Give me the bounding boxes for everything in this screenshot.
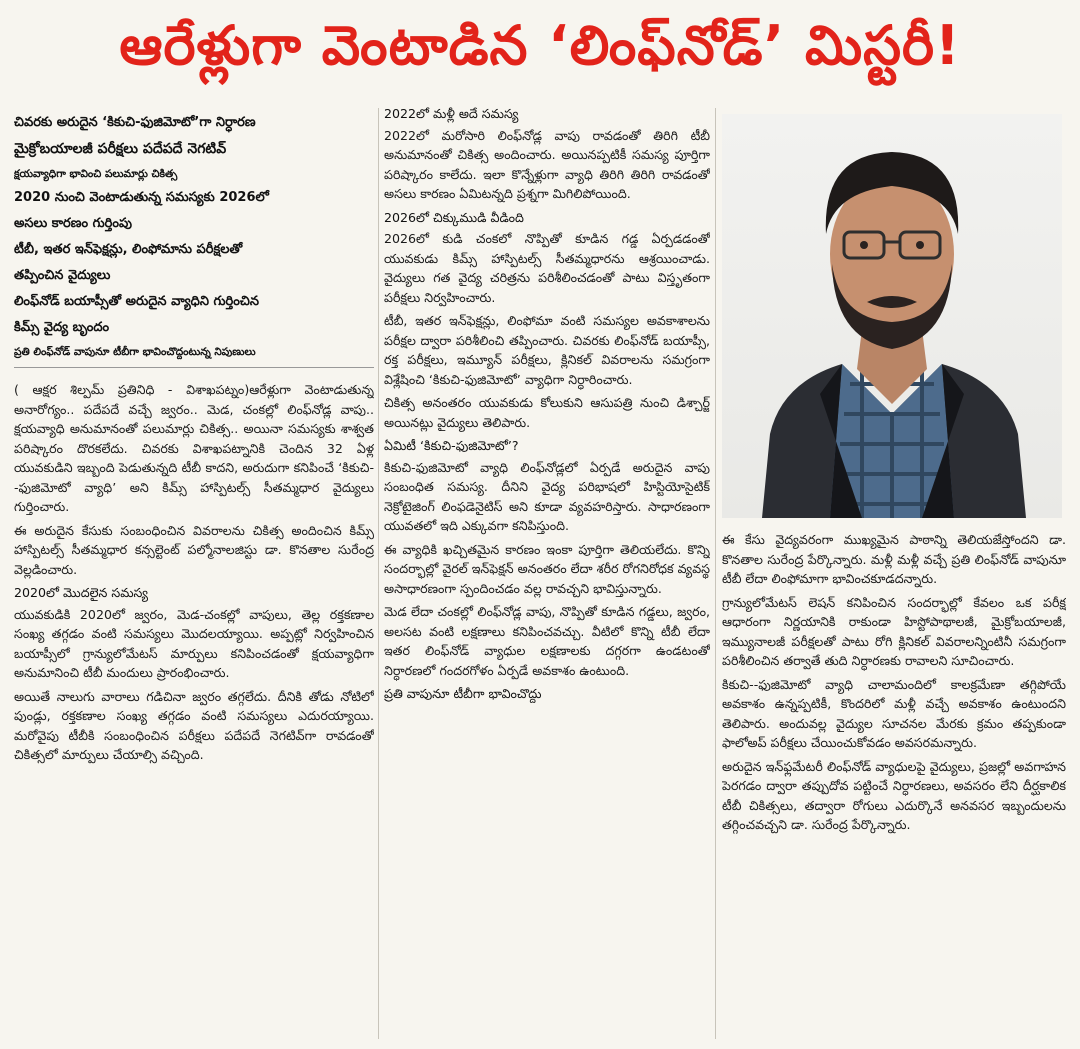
highlight-line: 2020 నుంచి వెంటాడుతున్న సమస్యకు 2026లో	[14, 190, 269, 205]
paragraph: యువకుడికి 2020లో జ్వరం, మెడ-చంకల్లో వాపులు, తెల్ల రక్తకణాల సంఖ్య తగ్గడం వంటి సమస్యలు మొదలయ్యాయి. అప్పట్లో నిర్వహించిన బయాప్సీలో గ్రాన్యులోమేటస్ మార్పులు కనిపించడంతో క్షయవ్యాధిగా అనుమానించి టీబీ మందులు ప్రారంభించారు.	[14, 606, 374, 680]
column-divider	[715, 108, 716, 1039]
subheading: 2022లో మళ్లీ అదే సమస్య	[384, 106, 519, 121]
divider	[14, 367, 374, 368]
highlight-line: చివరకు అరుదైన ‘కికుచి-ఫుజిమోటో’గా నిర్ధారణ	[14, 115, 256, 130]
portrait-illustration	[722, 114, 1062, 518]
highlight-line: తప్పించిన వైద్యులు	[14, 268, 111, 283]
paragraph: అయితే నాలుగు వారాలు గడిచినా జ్వరం తగ్గలేదు. దీనికి తోడు నోటిలో పుండ్లు, రక్తకణాల సంఖ్య తగ్గడం వంటి సమస్యలు ఎదురయ్యాయి. మరోవైపు టీబీకి సంబంధించిన పరీక్షలు పదేపదే నెగటివ్‌గా రావడంతో చికిత్సలో మార్పులు చేయాల్సి వచ్చింది.	[14, 688, 374, 762]
subheading: 2026లో చిక్కుముడి వీడింది	[384, 209, 524, 225]
paragraph: ఈ కేసు వైద్యవరంగా ముఖ్యమైన పాఠాన్ని తెలియజేస్తోందని డా. కొనతాల సురేంద్ర పేర్కొన్నారు. మళ్లీ మళ్లీ వచ్చే ప్రతి లింఫ్‌నోడ్ వాపునూ టీబీ లేదా లింఫోమాగా భావించకూడదన్నారు.	[722, 532, 1066, 586]
article-body	[14, 380, 374, 765]
doctor-portrait-photo	[722, 114, 1062, 518]
highlight-line: ప్రతి లింఫ్‌నోడ్ వాపునూ టీబీగా భావించొద్దంటున్న నిపుణులు	[14, 346, 256, 358]
paragraph: మెడ లేదా చంకల్లో లింఫ్‌నోడ్ల వాపు, నొప్పితో కూడిన గడ్డలు, జ్వరం, అలసట వంటి లక్షణాలు కనిపించవచ్చు. వీటిలో కొన్ని టీబీ లేదా ఇతర లింఫ్‌నోడ్ వ్యాధుల లక్షణాలకు దగ్గరగా ఉండటంతో నిర్ధారణలో గందరగోళం ఏర్పడే అవకాశం ఉంటుంది.	[384, 604, 710, 678]
highlight-line: కిమ్స్ వైద్య బృందం	[14, 320, 110, 335]
column-2	[384, 104, 710, 1043]
headline: ఆరేళ్లుగా వెంటాడిన ‘లింఫ్‌నోడ్’ మిస్టరీ!	[119, 13, 961, 77]
paragraph: ఈ వ్యాధికి ఖచ్చితమైన కారణం ఇంకా పూర్తిగా తెలియలేదు. కొన్ని సందర్భాల్లో వైరల్ ఇన్‌ఫెక్షన్ అనంతరం లేదా శరీర రోగనిరోధక వ్యవస్థ అసాధారణంగా స్పందించడం వల్ల రావచ్చని భావిస్తున్నారు.	[384, 541, 710, 596]
paragraph: అరుదైన ఇన్‌ఫ్లమేటరీ లింఫ్‌నోడ్ వ్యాధులపై వైద్యులు, ప్రజల్లో అవగాహన పెరగడం ద్వారా తప్పుదోవ పట్టించే నిర్ధారణలు, అవసరం లేని దీర్ఘకాలిక టీబీ చికిత్సలు, తద్వారా రోగులు ఎదుర్కొనే అనవసర ఇబ్బందులను తగ్గించవచ్చని డా. సురేంద్ర పేర్కొన్నారు.	[722, 758, 1066, 832]
paragraph: కికుచి-ఫుజిమోటో వ్యాధి లింఫ్‌నోడ్లలో ఏర్పడే అరుదైన వాపు సంబంధిత సమస్య. దీనిని వైద్య పరిభాషలో హిస్టియోసైటిక్ నెక్రోటైజింగ్ లింఫడెనైటిస్ అని కూడా వ్యవహరిస్తారు. సాధారణంగా యువతలో ఇది ఎక్కువగా కనిపిస్తుంది.	[384, 459, 710, 533]
paragraph: చికిత్స అనంతరం యువకుడు కోలుకుని ఆసుపత్రి నుంచి డిశ్చార్జ్ అయినట్లు వైద్యులు తెలిపారు.	[384, 395, 710, 430]
column-divider	[378, 108, 379, 1039]
column-3	[722, 104, 1066, 1043]
subheading: ప్రతి వాపునూ టీబీగా భావించొద్దు	[384, 686, 542, 701]
paragraph: గ్రాన్యులోమేటస్ లెషన్ కనిపించిన సందర్భాల్లో కేవలం ఒక పరీక్ష ఆధారంగా నిర్ణయానికి రాకుండా హిస్టోపాథాలజీ, మైక్రోబయాలజీ, ఇమ్యునాలజీ పరీక్షలతో పాటు రోగి క్లినికల్ వివరాలన్నింటినీ సమగ్రంగా పరిశీలించిన తర్వాతే తుది నిర్ధారణకు రావాలని సూచించారు.	[722, 594, 1066, 668]
subheading: ఏమిటీ ‘కికుచి-ఫుజిమోటో’?	[384, 438, 519, 453]
highlight-line: టీబీ, ఇతర ఇన్‌ఫెక్షన్లు, లింఫోమాను పరీక్షలతో	[14, 242, 243, 257]
subheading: 2020లో మొదలైన సమస్య	[14, 585, 148, 600]
paragraph: 2026లో కుడి చంకలో నొప్పితో కూడిన గడ్డ ఏర్పడడంతో యువకుడు కిమ్స్ హాస్పిటల్స్ సీతమ్మధారను ఆశ్రయించాడు. వైద్యులు గత వైద్య చరిత్రను పరిశీలించడంతో పాటు విస్తృతంగా పరీక్షలు నిర్వహించారు.	[384, 231, 710, 305]
paragraph: కికుచి--ఫుజిమోటో వ్యాధి చాలామందిలో కాలక్రమేణా తగ్గిపోయే అవకాశం ఉన్నప్పటికీ, కొందరిలో మళ్లీ వచ్చే అవకాశం ఉంటుందని తెలిపారు. అందువల్ల వైద్యుల సూచనల మేరకు క్రమం తప్పకుండా ఫాలోఅప్ పరీక్షలు చేయించుకోవడం అవసరమన్నారు.	[722, 676, 1066, 750]
highlight-line: క్షయవ్యాధిగా భావించి పలుమార్లు చికిత్స	[14, 168, 178, 180]
highlight-line: మైక్రోబయాలజీ పరీక్షలు పదేపదే నెగటివ్	[14, 141, 227, 157]
column-1	[14, 104, 374, 1043]
paragraph: 2022లో మరోసారి లింఫ్‌నోడ్ల వాపు రావడంతో తిరిగి టీబీ అనుమానంతో చికిత్స అందించారు. అయినప్పటికీ సమస్య పూర్తిగా పరిష్కారం కాలేదు. ఇలా కొన్నేళ్లుగా వ్యాధి తిరిగి తిరిగి రావడంతో అసలు కారణం ఏమిటన్నది ప్రశ్నగా మిగిలిపోయింది.	[384, 127, 710, 201]
paragraph: ( ఆక్షర శిల్పమ్ ప్రతినిధి - విశాఖపట్నం)ఆరేళ్లుగా వెంటాడుతున్న అనారోగ్యం.. పదేపదే వచ్చే జ్వరం.. మెడ, చంకల్లో లింఫ్‌నోడ్ల వాపు.. క్షయవ్యాధి అనుమానంతో పలుమార్లు చికిత్స.. అయినా సమస్యకు శాశ్వత పరిష్కారం దొరకలేదు. చివరకు విశాఖపట్నానికి చెందిన 32 ఏళ్ల యువకుడిని ఇబ్బంది పెడుతున్నది టీబీ కాదని, అరుదుగా కనిపించే ‘కికుచి--ఫుజిమోటో వ్యాధి’ అని కిమ్స్ హాస్పిటల్స్ సీతమ్మధార వైద్యులు గుర్తించారు.	[14, 382, 374, 514]
highlight-line: లింఫ్‌నోడ్ బయాప్సీతో అరుదైన వ్యాధిని గుర్తించిన	[14, 294, 259, 309]
paragraph: టీబీ, ఇతర ఇన్‌ఫెక్షన్లు, లింఫోమా వంటి సమస్యల అవకాశాలను పరీక్షల ద్వారా పరిశీలించి తప్పించారు. చివరకు లింఫ్‌నోడ్ బయాప్సీ, రక్త పరీక్షలు, ఇమ్యూన్ పరీక్షలు, క్లినికల్ వివరాలను సమగ్రంగా విశ్లేషించి ‘కికుచి-ఫుజిమోటో’ వ్యాధిగా నిర్ధారించారు.	[384, 313, 710, 387]
paragraph: ఈ అరుదైన కేసుకు సంబంధించిన వివరాలను చికిత్స అందించిన కిమ్స్ హాస్పిటల్స్ సీతమ్మధార కన్సల్టెంట్ పల్మోనాలజిస్టు డా. కొనతాల సురేంద్ర వెల్లడించారు.	[14, 522, 374, 577]
highlight-line: అసలు కారణం గుర్తింపు	[14, 216, 132, 231]
